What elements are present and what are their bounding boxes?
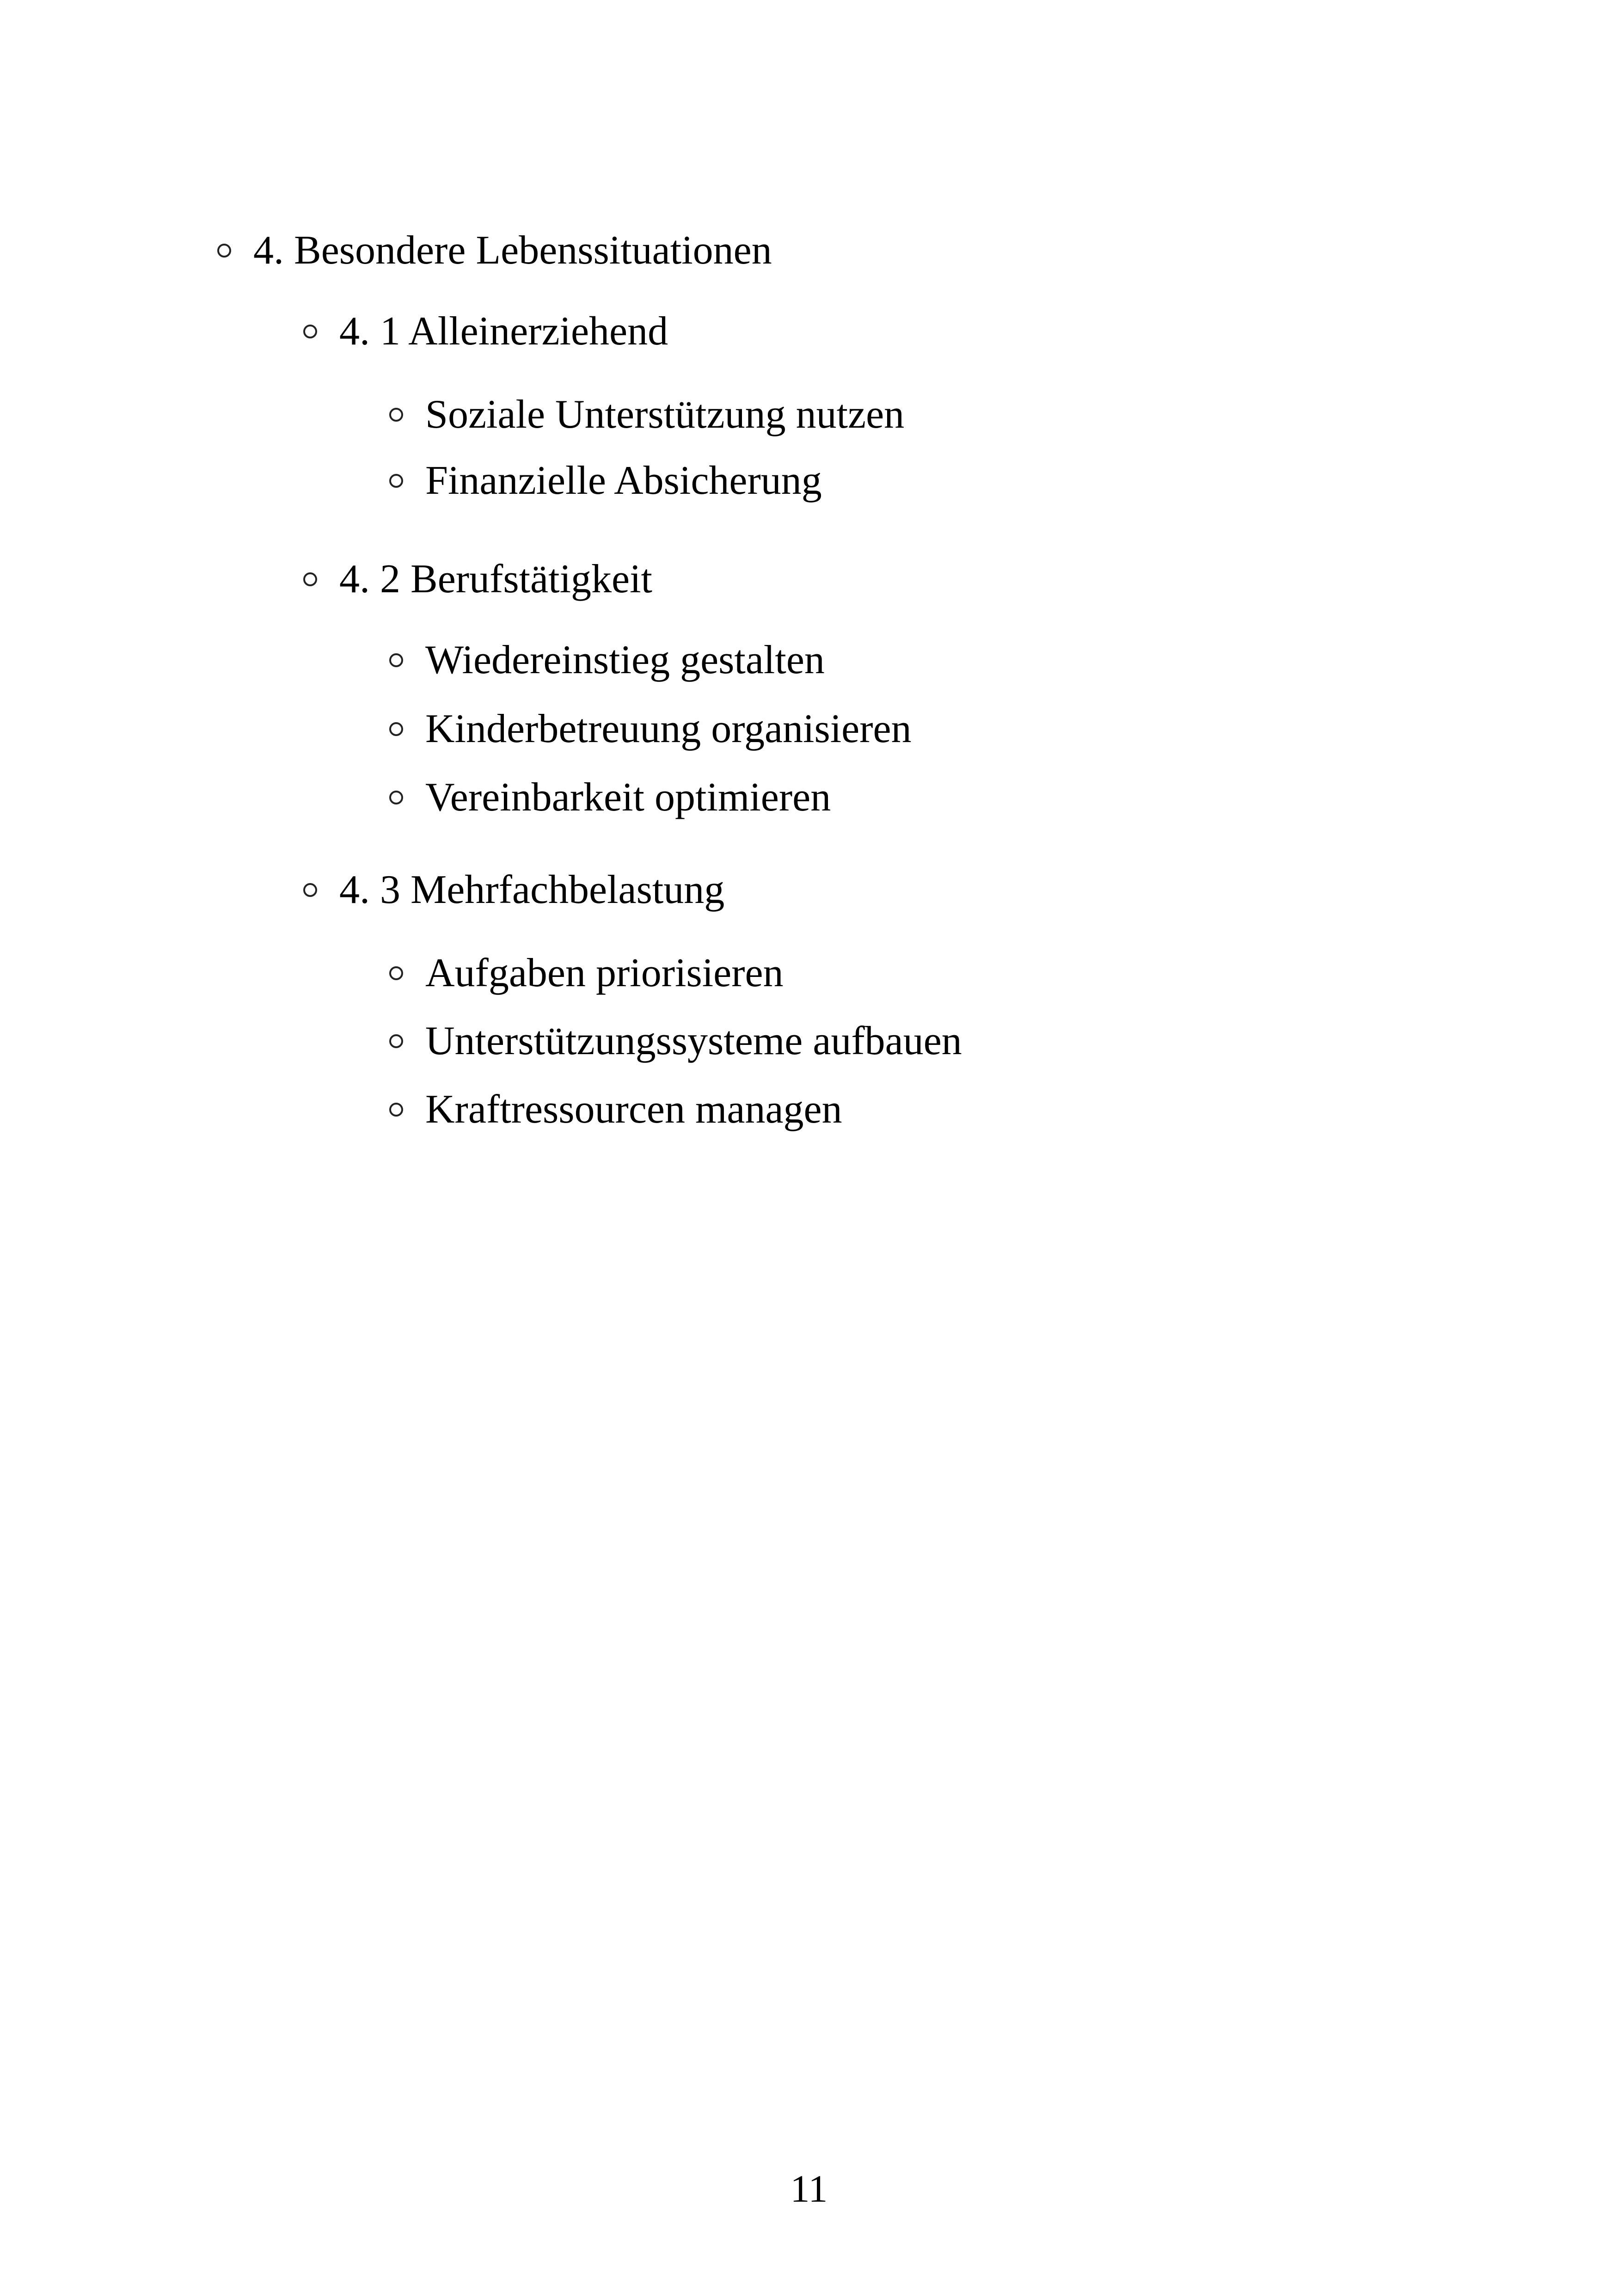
hollow-circle-icon — [389, 966, 403, 980]
subsection-label: 4. 3 Mehrfachbelastung — [339, 867, 725, 912]
hollow-circle-icon — [389, 653, 403, 667]
hollow-circle-icon — [389, 722, 403, 736]
outline-list-item — [389, 637, 825, 683]
hollow-circle-icon — [303, 325, 317, 338]
list-item-label: Finanzielle Absicherung — [425, 458, 822, 503]
outline-section-heading — [217, 227, 772, 274]
hollow-circle-icon — [303, 572, 317, 586]
hollow-circle-icon — [389, 1034, 403, 1048]
subsection-label: 4. 1 Alleinerziehend — [339, 309, 668, 354]
outline-subsection-heading — [303, 867, 724, 913]
outline-list-item — [389, 1018, 962, 1064]
hollow-circle-icon — [217, 244, 231, 258]
list-item-label: Unterstützungssysteme aufbauen — [425, 1019, 962, 1063]
outline-subsection-heading — [303, 308, 668, 355]
outline-subsection-heading — [303, 556, 652, 602]
list-item-label: Kinderbetreuung organisieren — [425, 706, 912, 751]
hollow-circle-icon — [389, 791, 403, 804]
hollow-circle-icon — [389, 408, 403, 422]
list-item-label: Wiedereinstieg gestalten — [425, 638, 825, 682]
list-item-label: Aufgaben priorisieren — [425, 951, 784, 995]
outline-list-item — [389, 392, 904, 438]
outline-list-item — [389, 706, 912, 752]
subsection-label: 4. 2 Berufstätigkeit — [339, 557, 652, 602]
outline-list-item — [389, 950, 784, 996]
outline-list-item — [389, 458, 822, 504]
list-item-label: Vereinbarkeit optimieren — [425, 775, 831, 820]
hollow-circle-icon — [389, 474, 403, 488]
list-item-label: Kraftressourcen managen — [425, 1087, 842, 1132]
hollow-circle-icon — [303, 883, 317, 897]
outline-list-item — [389, 774, 831, 821]
page-number: 11 — [790, 2167, 828, 2210]
list-item-label: Soziale Unterstützung nutzen — [425, 392, 905, 437]
hollow-circle-icon — [389, 1103, 403, 1117]
outline-list-item — [389, 1087, 842, 1133]
section-label: 4. Besondere Lebenssituationen — [253, 228, 772, 273]
